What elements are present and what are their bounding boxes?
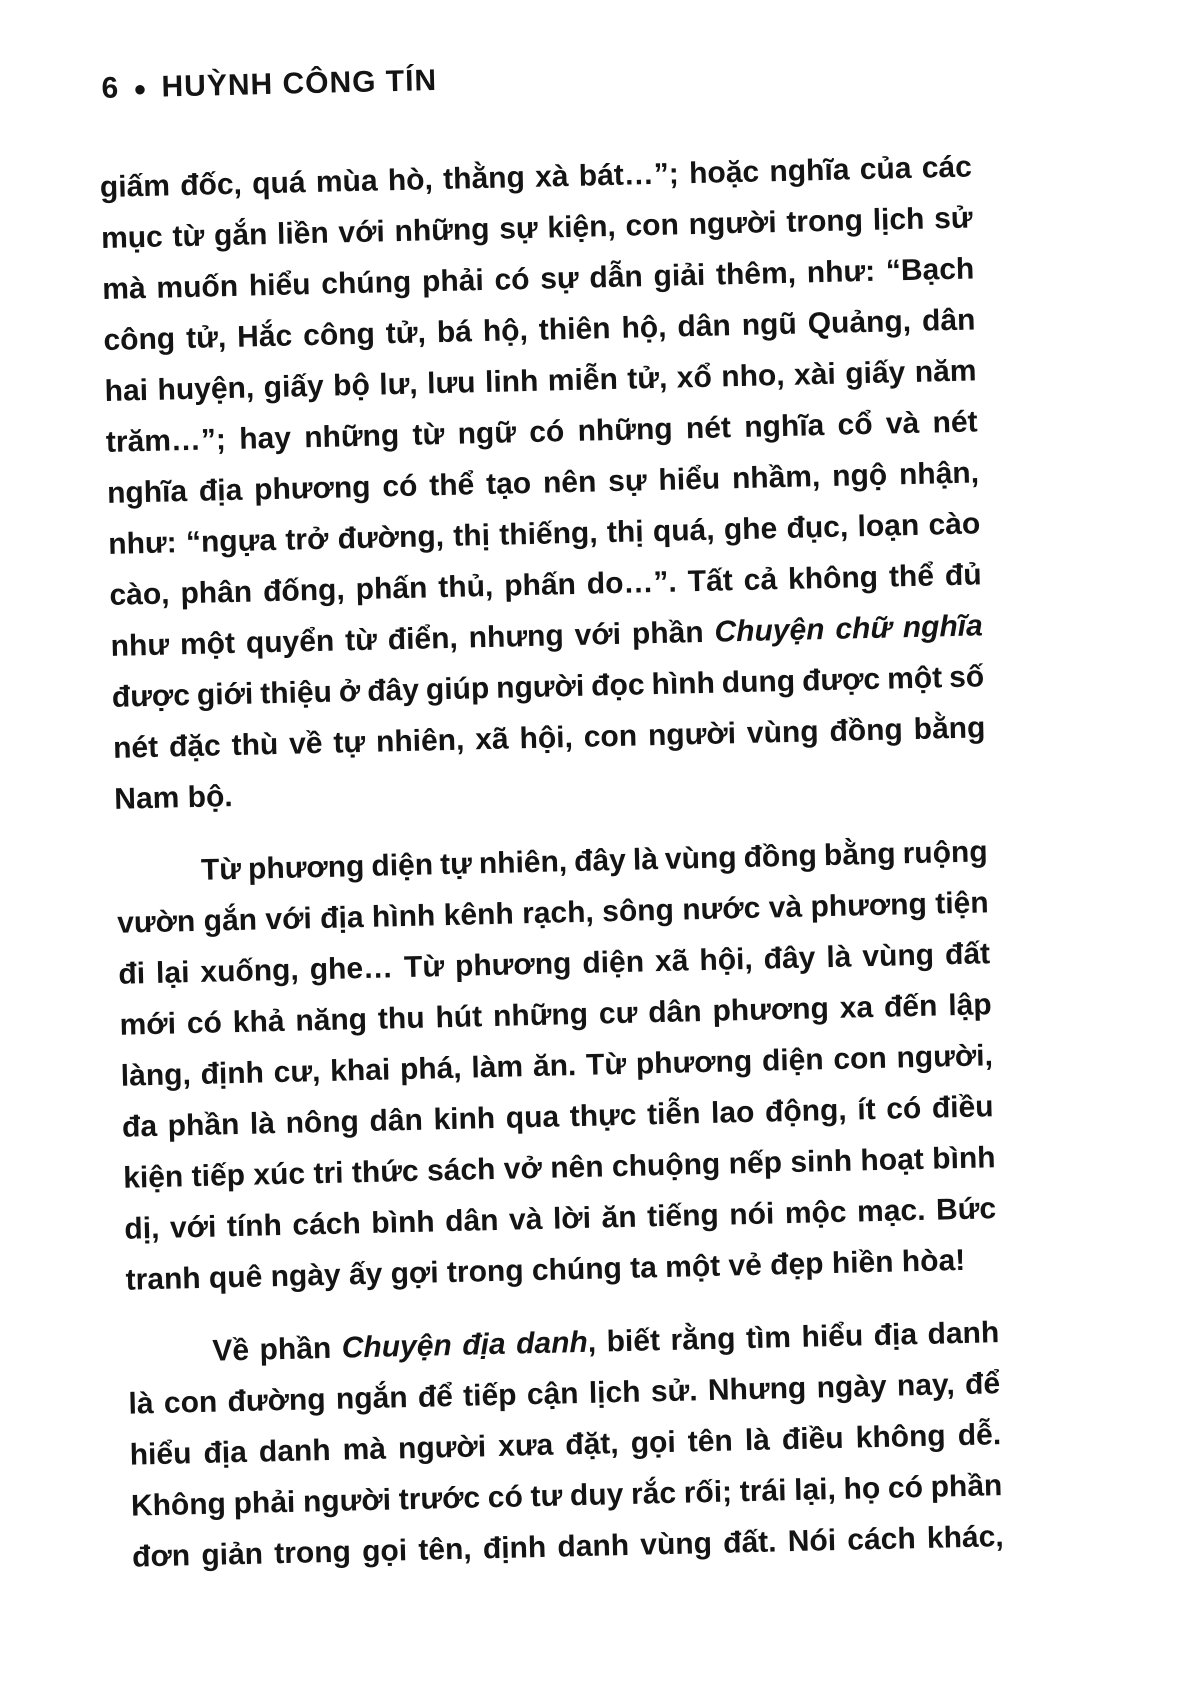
text-segment: giấm đốc, quá mùa hò, thằng xà bát…”; hoặc nghĩa của các — [99, 150, 973, 204]
text-segment: kiện tiếp xúc tri thức sách vở nên chuộng nếp sinh hoạt bình — [122, 1141, 996, 1195]
italic-phrase: Chuyện chữ nghĩa — [714, 609, 984, 649]
text-segment: , biết rằng tìm hiểu địa danh — [587, 1316, 1000, 1359]
paragraph — [127, 1307, 1005, 1582]
paragraph — [115, 826, 998, 1305]
text-segment: tranh quê ngày ấy gợi trong chúng ta một vẻ đẹp hiền hòa! — [125, 1243, 966, 1297]
bullet-separator-icon: ● — [132, 75, 148, 102]
text-segment: mà muốn hiểu chúng phải có sự dẫn giải thêm, như: “Bạch — [101, 252, 975, 306]
text-segment: mục từ gắn liền với những sự kiện, con người trong lịch sử — [100, 201, 973, 255]
page-content — [97, 51, 1005, 1604]
paragraph — [99, 141, 986, 824]
text-segment: làng, định cư, khai phá, làm ăn. Từ phương diện con người, — [120, 1039, 994, 1093]
text-segment: đa phần là nông dân kinh qua thực tiễn lao động, ít có điều — [121, 1090, 994, 1144]
text-segment: mới có khả năng thu hút những cư dân phương xa đến lập — [119, 988, 992, 1042]
text-segment: Về phần — [211, 1331, 343, 1368]
text-segment: Nam bộ. — [113, 780, 234, 816]
text-segment: hiểu địa danh mà người xưa đặt, gọi tên là điều không dễ. — [129, 1418, 1002, 1472]
text-segment: trăm…”; hay những từ ngữ có những nét nghĩa cổ và nét — [105, 405, 978, 459]
text-segment: công tử, Hắc công tử, bá hộ, thiên hộ, dân ngũ Quảng, dân — [103, 303, 976, 357]
italic-phrase: Chuyện địa danh — [341, 1325, 589, 1365]
text-segment: nghĩa địa phương có thể tạo nên sự hiểu nhầm, ngộ nhận, — [106, 456, 980, 510]
text-segment: đi lại xuống, ghe… Từ phương diện xã hội, đây là vùng đất — [118, 937, 991, 991]
running-header — [101, 51, 970, 105]
body-text — [99, 141, 1004, 1582]
text-segment: nét đặc thù về tự nhiên, xã hội, con người vùng đồng bằng — [112, 711, 986, 765]
text-segment: Từ phương diện tự nhiên, đây là vùng đồng bằng ruộng — [200, 835, 988, 887]
text-line-content — [114, 780, 233, 816]
text-segment: dị, với tính cách bình dân và lời ăn tiếng nói mộc mạc. Bức — [124, 1192, 997, 1246]
text-segment: được giới thiệu ở đây giúp người đọc hình dung được một số — [111, 660, 985, 714]
text-line-content — [132, 1520, 1004, 1574]
text-line-content — [125, 1244, 965, 1297]
text-segment: hai huyện, giấy bộ lư, lưu linh miễn tử, xổ nho, xài giấy năm — [104, 354, 977, 408]
text-segment: như một quyển từ điển, nhưng với phần — [110, 615, 715, 663]
text-segment: vườn gắn với địa hình kênh rạch, sông nước và phương tiện — [116, 886, 989, 940]
text-segment: cào, phân đống, phấn thủ, phấn do…”. Tất cả không thể đủ — [109, 558, 982, 612]
text-segment: như: “ngựa trở đường, thị thiếng, thị quá, ghe đục, loạn cào — [107, 507, 981, 561]
author-name: HUỲNH CÔNG TÍN — [161, 64, 438, 104]
page-number: 6 — [101, 71, 120, 105]
text-segment: đơn giản trong gọi tên, định danh vùng đất. Nói cách khác, — [131, 1520, 1005, 1574]
text-segment: là con đường ngắn để tiếp cận lịch sử. Nhưng ngày nay, để — [128, 1367, 1001, 1421]
text-segment: Không phải người trước có tư duy rắc rối; trái lại, họ có phần — [130, 1469, 1003, 1523]
